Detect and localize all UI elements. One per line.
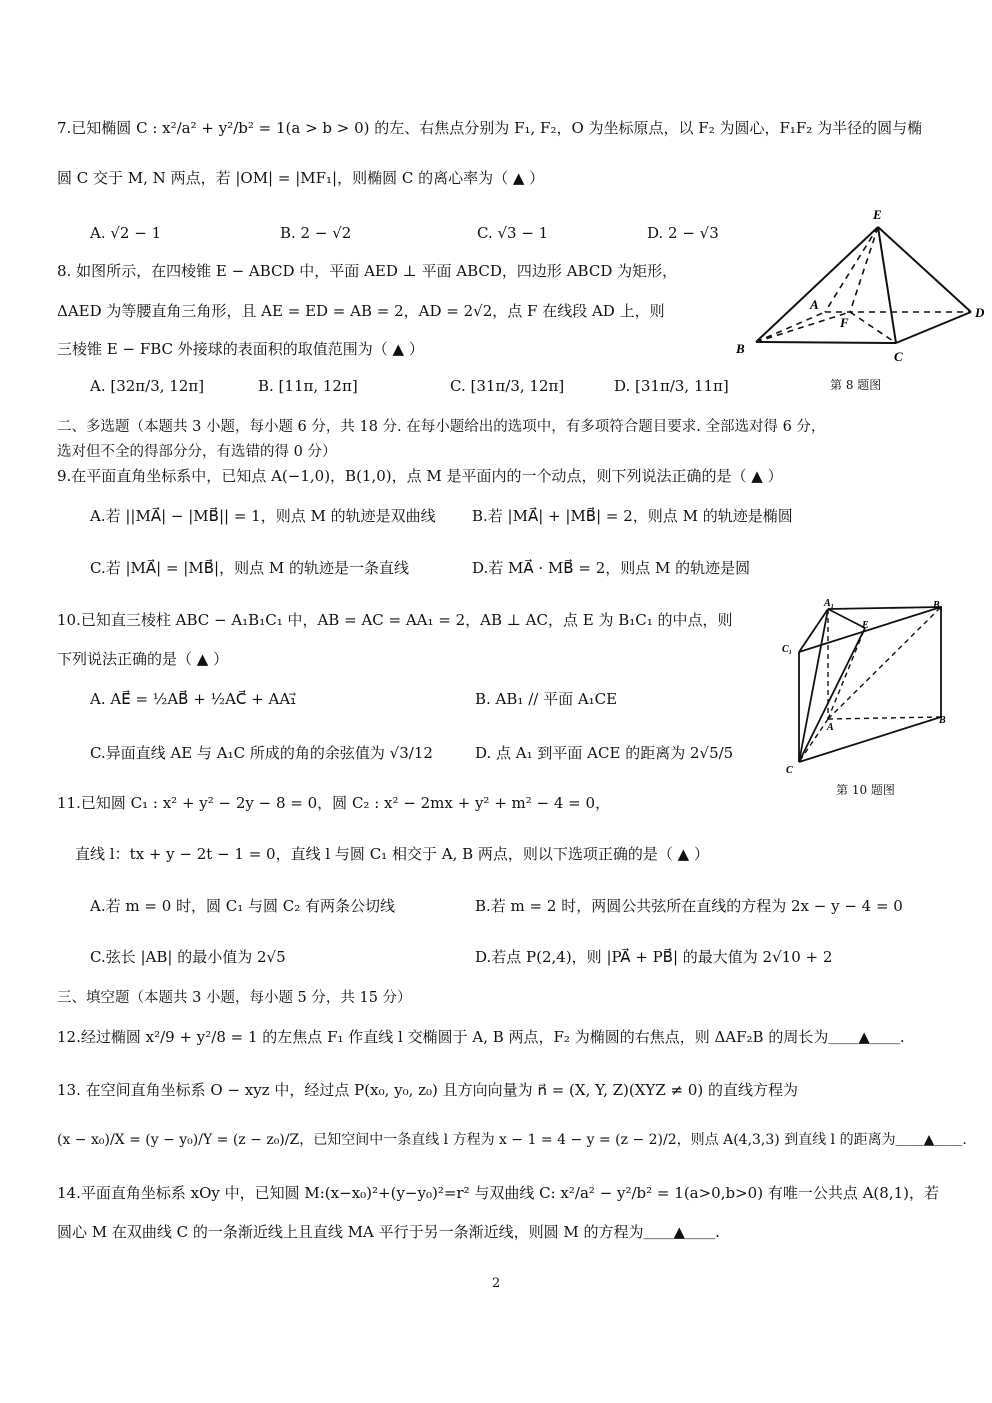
q8-line3: 三棱锥 E − FBC 外接球的表面积的取值范围为（ ▲ ） [57, 340, 424, 358]
q10-label-b: B [939, 715, 946, 726]
q11-line1: 11.已知圆 C₁ : x² + y² − 2y − 8 = 0，圆 C₂ : x² − 2mx + y² + m² − 4 = 0， [57, 794, 611, 812]
q11-line2: 直线 l：tx + y − 2t − 1 = 0，直线 l 与圆 C₁ 相交于 A, B 两点，则以下选项正确的是（ ▲ ） [75, 845, 709, 863]
q7-option-a: A. √2 − 1 [90, 224, 162, 242]
q10-option-c: C.异面直线 AE 与 A₁C 所成的角的余弦值为 √3/12 [90, 744, 433, 762]
q7-line2: 圆 C 交于 M, N 两点，若 |OM| = |MF₁|，则椭圆 C 的离心率为（ ▲ ） [57, 169, 545, 187]
q13-line1: 13. 在空间直角坐标系 O − xyz 中，经过点 P(x₀, y₀, z₀) 且方向向量为 n⃗ = (X, Y, Z)(XYZ ≠ 0) 的直线方程为 [57, 1081, 799, 1099]
q10-label-c: C [786, 765, 793, 776]
q10-option-d: D. 点 A₁ 到平面 ACE 的距离为 2√5/5 [475, 744, 734, 762]
q7-option-c: C. √3 − 1 [477, 224, 549, 242]
q8-pyramid-figure [730, 205, 992, 395]
q14-line1: 14.平面直角坐标系 xOy 中，已知圆 M:(x−x₀)²+(y−y₀)²=r² 与双曲线 C: x²/a² − y²/b² = 1(a>0,b>0) 有唯一公共点 A(8,1)，若 [57, 1184, 939, 1202]
page-number: 2 [492, 1276, 501, 1291]
q8-label-a: A [810, 297, 819, 312]
q13-line2: (x − x₀)/X = (y − y₀)/Y = (z − z₀)/Z，已知空间中一条直线 l 方程为 x − 1 = 4 − y = (z − 2)/2，则点 A(4,3,3) 到直线 l 的距离为＿＿▲＿＿. [57, 1132, 967, 1148]
q7-line1: 7.已知椭圆 C : x²/a² + y²/b² = 1(a > b > 0) 的左、右焦点分别为 F₁, F₂，O 为坐标原点，以 F₂ 为圆心，F₁F₂ 为半径的圆与椭 [57, 119, 923, 137]
q14-line2: 圆心 M 在双曲线 C 的一条渐近线上且直线 MA 平行于另一条渐近线，则圆 M 的方程为＿＿▲＿＿. [57, 1223, 720, 1241]
q8-option-c: C. [31π/3, 12π] [450, 377, 565, 395]
q10-label-e: E [862, 620, 869, 631]
q10-option-b: B. AB₁ // 平面 A₁CE [475, 690, 618, 708]
q8-label-f: F [840, 315, 849, 330]
q9-option-c: C.若 |MA⃗| = |MB⃗|，则点 M 的轨迹是一条直线 [90, 559, 409, 577]
q10-prism-figure [778, 597, 958, 782]
q7-option-d: D. 2 − √3 [647, 224, 719, 242]
q8-figure-caption: 第 8 题图 [830, 378, 882, 392]
q11-option-d: D.若点 P(2,4)，则 |PA⃗ + PB⃗| 的最大值为 2√10 + 2 [475, 948, 833, 966]
section2-header-line1: 二、多选题（本题共 3 小题，每小题 6 分，共 18 分. 在每小题给出的选项中，有多项符合题目要求. 全部选对得 6 分， [57, 419, 826, 435]
q8-option-b: B. [11π, 12π] [258, 377, 358, 395]
q11-option-c: C.弦长 |AB| 的最小值为 2√5 [90, 948, 286, 966]
q9-option-d: D.若 MA⃗ · MB⃗ = 2，则点 M 的轨迹是圆 [472, 559, 751, 577]
q8-line2: ΔAED 为等腰直角三角形，且 AE = ED = AB = 2，AD = 2√2，点 F 在线段 AD 上，则 [57, 302, 665, 320]
q7-option-b: B. 2 − √2 [280, 224, 352, 242]
q8-label-e: E [873, 207, 882, 222]
q10-option-a: A. AE⃗ = ½AB⃗ + ½AC⃗ + AA₁⃗ [90, 690, 297, 708]
q11-option-a: A.若 m = 0 时，圆 C₁ 与圆 C₂ 有两条公切线 [90, 897, 396, 915]
section2-header-line2: 选对但不全的得部分分，有选错的得 0 分） [57, 444, 337, 460]
q8-label-b: B [736, 341, 745, 356]
q10-label-b1: B₁ [933, 600, 944, 611]
q8-label-d: D [975, 305, 985, 320]
q9-line1: 9.在平面直角坐标系中，已知点 A(−1,0)，B(1,0)，点 M 是平面内的一个动点，则下列说法正确的是（ ▲ ） [57, 467, 783, 485]
q8-label-c: C [894, 349, 903, 364]
q10-line1: 10.已知直三棱柱 ABC − A₁B₁C₁ 中，AB = AC = AA₁ = 2，AB ⊥ AC，点 E 为 B₁C₁ 的中点，则 [57, 611, 733, 629]
q10-label-c1: C₁ [782, 644, 793, 655]
q8-option-d: D. [31π/3, 11π] [614, 377, 729, 395]
q10-line2: 下列说法正确的是（ ▲ ） [57, 650, 229, 668]
q11-option-b: B.若 m = 2 时，两圆公共弦所在直线的方程为 2x − y − 4 = 0 [475, 897, 903, 915]
q10-label-a: A [827, 722, 834, 733]
q8-line1: 8. 如图所示，在四棱锥 E − ABCD 中，平面 AED ⊥ 平面 ABCD，四边形 ABCD 为矩形， [57, 262, 678, 280]
section3-header: 三、填空题（本题共 3 小题，每小题 5 分，共 15 分） [57, 990, 412, 1006]
q12-line1: 12.经过椭圆 x²/9 + y²/8 = 1 的左焦点 F₁ 作直线 l 交椭圆于 A, B 两点，F₂ 为椭圆的右焦点，则 ΔAF₂B 的周长为＿＿▲＿＿. [57, 1028, 905, 1046]
q8-option-a: A. [32π/3, 12π] [90, 377, 205, 395]
q9-option-a: A.若 ||MA⃗| − |MB⃗|| = 1，则点 M 的轨迹是双曲线 [90, 507, 436, 525]
q10-figure-caption: 第 10 题图 [836, 783, 895, 797]
q9-option-b: B.若 |MA⃗| + |MB⃗| = 2，则点 M 的轨迹是椭圆 [472, 507, 793, 525]
q10-label-a1: A₁ [824, 598, 835, 609]
